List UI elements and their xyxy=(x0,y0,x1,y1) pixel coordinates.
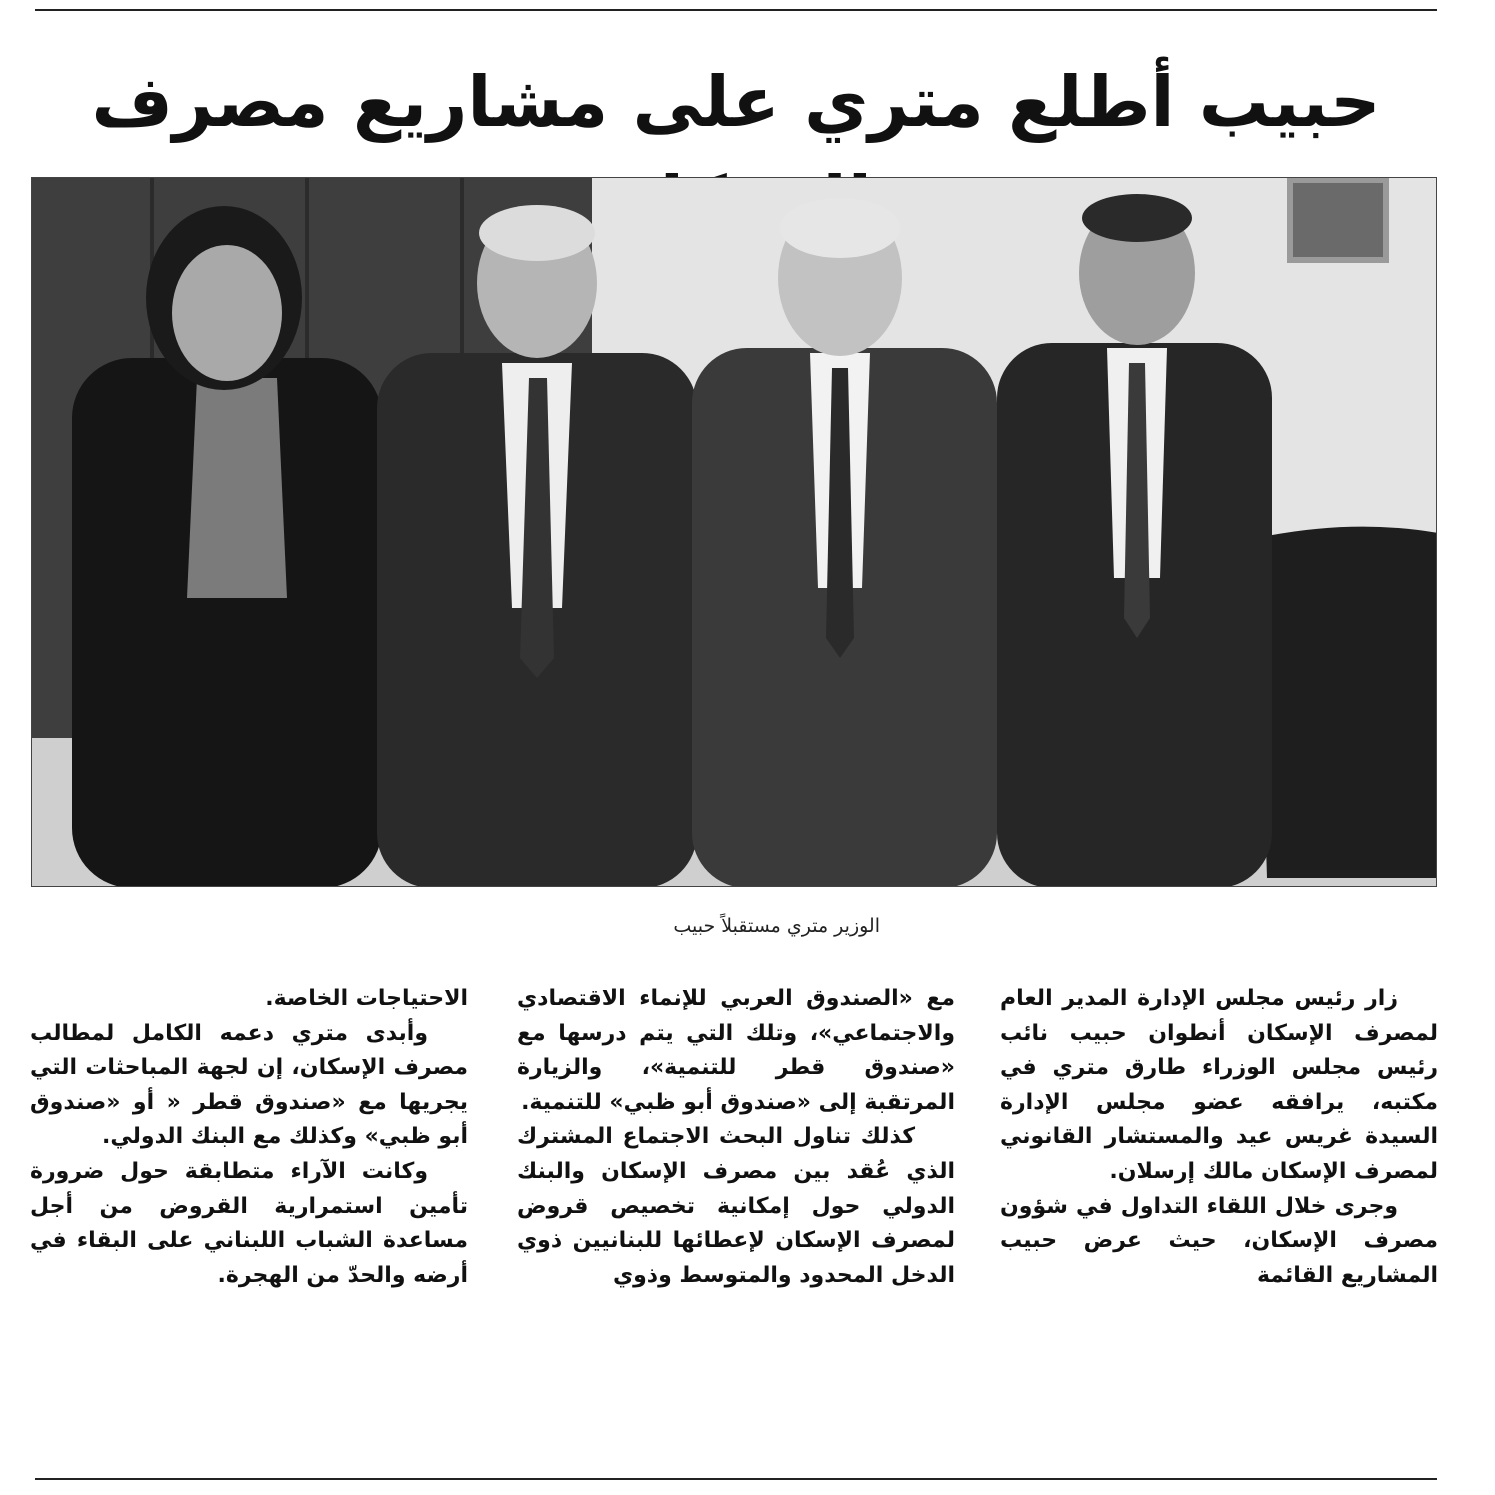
paragraph: وأبدى متري دعمه الكامل لمطالب مصرف الإسكان، إن لجهة المباحثات التي يجريها مع «صندوق قطر « أو «صندوق أبو ظبي» وكذلك مع البنك الدولي. xyxy=(30,1020,468,1150)
portrait-frame xyxy=(1290,180,1386,260)
bottom-rule xyxy=(35,1478,1437,1480)
paragraph: وجرى خلال اللقاء التداول في شؤون مصرف الإسكان، حيث عرض حبيب المشاريع القائمة xyxy=(1000,1193,1438,1288)
headline: حبيب أطلع متري على مشاريع مصرف xyxy=(91,61,1381,143)
paragraph: وكانت الآراء متطابقة حول ضرورة تأمين استمرارية القروض من أجل مساعدة الشباب اللبناني على البقاء في أرضه والحدّ من الهجرة. xyxy=(30,1158,468,1288)
article-column-3 xyxy=(30,982,468,1452)
photo-caption: الوزير متري مستقبلاً حبيب xyxy=(673,915,880,937)
paragraph: الاحتياجات الخاصة. xyxy=(265,986,468,1011)
top-rule xyxy=(35,9,1437,11)
paragraph: زار رئيس مجلس الإدارة المدير العام لمصرف الإسكان أنطوان حبيب نائب رئيس مجلس الوزراء طارق متري في مكتبه، يرافقه عضو مجلس الإدارة السيدة غريس عيد والمستشار القانوني لمصرف الإسكان مالك إرسلان. xyxy=(1000,986,1438,1184)
paragraph: كذلك تناول البحث الاجتماع المشترك الذي عُقد بين مصرف الإسكان والبنك الدولي حول إمكانية تخصيص قروض لمصرف الإسكان لإعطائها للبنانيين ذوي الدخل المحدود والمتوسط وذوي xyxy=(517,1124,955,1288)
office-chair xyxy=(1257,527,1437,878)
article-column-1 xyxy=(1000,982,1438,1452)
article-column-2 xyxy=(517,982,955,1452)
paragraph: مع «الصندوق العربي للإنماء الاقتصادي والاجتماعي»، وتلك التي يتم درسها مع «صندوق قطر للتنمية»، والزيارة المرتقبة إلى «صندوق أبو ظبي» للتنمية. xyxy=(517,986,955,1115)
photo-illustration xyxy=(32,178,1437,887)
article-photo xyxy=(31,177,1437,887)
